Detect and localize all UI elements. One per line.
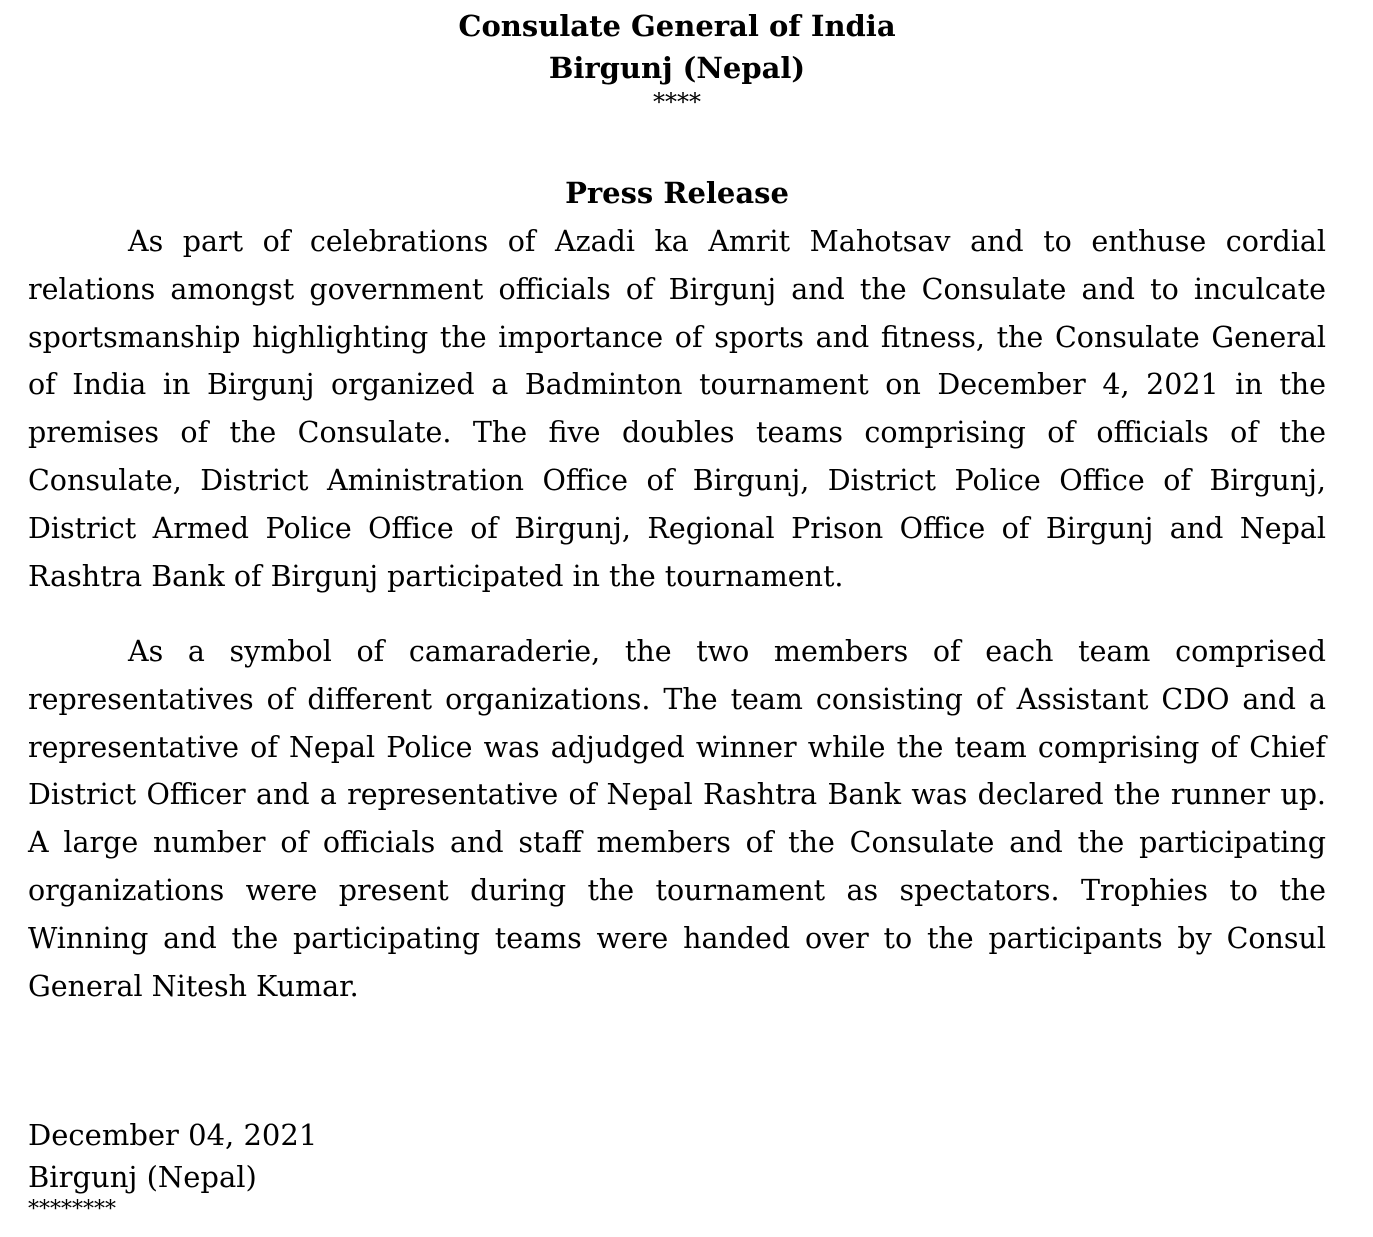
- paragraph-1: As part of celebrations of Azadi ka Amrit Mahotsav and to enthuse cordial relations amongst government officials of Birgunj and the Consulate and to inculcate sportsmanship highlighting the importance of sports and fitness, the Consulate General of India in Birgunj organized a Badminton tournament on December 4, 2021 in the premises of the Consulate. The five doubles teams comprising of officials of the Consulate, District Aministration Office of Birgunj, District Police Office of Birgunj, District Armed Police Office of Birgunj, Regional Prison Office of Birgunj and Nepal Rashtra Bank of Birgunj participated in the tournament.: [28, 225, 1326, 593]
- paragraph-2: As a symbol of camaraderie, the two members of each team comprised representatives of different organizations. The team consisting of Assistant CDO and a representative of Nepal Police was adjudged winner while the team comprising of Chief District Officer and a representative of Nepal Rashtra Bank was declared the runner up. A large number of officials and staff members of the Consulate and the participating organizations were present during the tournament as spectators. Trophies to the Winning and the participating teams were handed over to the participants by Consul General Nitesh Kumar.: [28, 635, 1326, 1003]
- footer-separator: ********: [28, 1197, 116, 1222]
- organization-name: Consulate General of India: [458, 9, 896, 43]
- release-place: Birgunj (Nepal): [28, 1160, 257, 1194]
- release-date: December 04, 2021: [28, 1118, 318, 1152]
- document-title: Press Release: [565, 176, 789, 210]
- organization-location: Birgunj (Nepal): [548, 51, 806, 85]
- header-separator: ****: [653, 88, 701, 116]
